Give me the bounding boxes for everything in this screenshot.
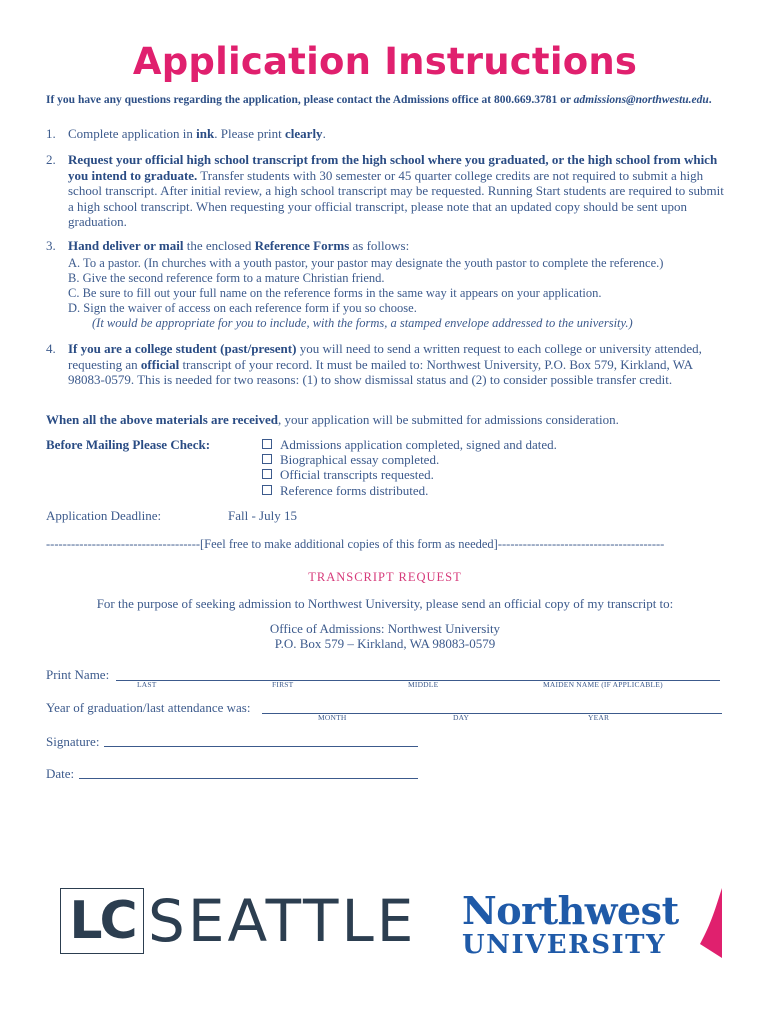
reference-sub-b: B. Give the second reference form to a mature Christian friend.	[68, 271, 385, 285]
when-received: When all the above materials are received, your application will be submitted for admissions consideration.	[46, 412, 619, 427]
instruction-3: Hand deliver or mail the enclosed Reference Forms as follows:	[68, 238, 410, 253]
address-line-1: Office of Admissions: Northwest University	[269, 621, 501, 636]
reference-sub-d: D. Sign the waiver of access on each reference form if you so choose.	[68, 301, 417, 315]
reference-sub-a: A. To a pastor. (In churches with a youth pastor, your pastor may designate the youth pastor to complete the reference.)	[68, 256, 664, 270]
name-part-first: FIRST	[272, 680, 294, 689]
deadline-value: Fall - July 15	[228, 508, 297, 523]
instruction-1: 1. Complete application in ink. Please print clearly.	[46, 126, 326, 141]
contact-info: If you have any questions regarding the application, please contact the Admissions office at 800.669.3781 or admissions@northwestu.edu.	[46, 94, 712, 106]
date-label: Date:	[46, 766, 75, 781]
page-title: Application Instructions	[132, 40, 638, 83]
reference-note: (It would be appropriate for you to include, with the forms, a stamped envelope addressed to the university.)	[92, 316, 633, 330]
year-label: Year of graduation/last attendance was:	[46, 700, 251, 715]
deadline-label: Application Deadline:	[46, 508, 162, 523]
instruction-4-number: 4.	[46, 341, 56, 356]
instruction-2-number: 2.	[46, 152, 56, 167]
checklist-item[interactable]: Official transcripts requested.	[262, 467, 682, 482]
name-part-middle: MIDDLE	[408, 680, 439, 689]
checkbox[interactable]	[262, 454, 272, 464]
lc-seattle-logo-box: LC	[60, 888, 144, 954]
name-part-last: LAST	[137, 680, 157, 689]
instruction-3-number: 3.	[46, 238, 56, 253]
transcript-heading: TRANSCRIPT REQUEST	[308, 570, 462, 584]
contact-text: If you have any questions regarding the application, please contact the Admissions office at 800.669.3781 or	[46, 94, 574, 106]
checklist-item[interactable]: Admissions application completed, signed and dated.	[262, 437, 682, 452]
transcript-purpose: For the purpose of seeking admission to Northwest University, please send an official copy of my transcript to:	[96, 596, 674, 611]
date-part-day: DAY	[453, 713, 470, 722]
address-line-2: P.O. Box 579 – Kirkland, WA 98083-0579	[274, 636, 496, 651]
date-input[interactable]	[79, 778, 418, 779]
reference-sub-c: C. Be sure to fill out your full name on the reference forms in the same way it appears on your application.	[68, 286, 602, 300]
checkbox[interactable]	[262, 469, 272, 479]
checklist-item[interactable]: Reference forms distributed.	[262, 483, 682, 498]
print-name-label: Print Name:	[46, 667, 110, 682]
date-part-year: YEAR	[588, 713, 610, 722]
northwest-swoosh-icon	[692, 886, 726, 960]
copies-divider: -------------------------------------[Feel free to make additional copies of this form as needed]----------------------------------------	[46, 537, 665, 551]
northwest-logo-top: Northwest	[462, 888, 679, 933]
checkbox[interactable]	[262, 485, 272, 495]
checklist	[262, 437, 682, 498]
name-part-maiden: MAIDEN NAME (IF APPLICABLE)	[543, 680, 663, 689]
checkbox[interactable]	[262, 439, 272, 449]
date-part-month: MONTH	[318, 713, 347, 722]
checklist-label: Before Mailing Please Check:	[46, 437, 211, 452]
northwest-logo-bottom: UNIVERSITY	[462, 930, 667, 960]
lc-seattle-logo-text: SEATTLE	[148, 887, 417, 955]
instruction-4: If you are a college student (past/present) you will need to send a written request to each college or university attended, requesting an official transcript of your record. It must be mailed to: Northwest University, P.O. Box 579, Kirkland, WA 98083-0579. This is needed for two reasons: (1) to show dismissal status and (2) to consider possible transfer credit.	[68, 341, 702, 387]
signature-input[interactable]	[104, 746, 418, 747]
checklist-item[interactable]: Biographical essay completed.	[262, 452, 682, 467]
signature-label: Signature:	[46, 734, 100, 749]
email-link[interactable]: admissions@northwestu.edu	[573, 94, 709, 106]
instruction-2: Request your official high school transcript from the high school where you graduated, or the high school from which you intend to graduate. Transfer students with 30 semester or 45 quarter college credits are not required to submit a high school transcript. After initial review, a high school transcript may be requested. Running Start students are required to submit a high school transcript. When requesting your official transcript, please note that an updated copy should be sent upon graduation.	[68, 152, 724, 229]
